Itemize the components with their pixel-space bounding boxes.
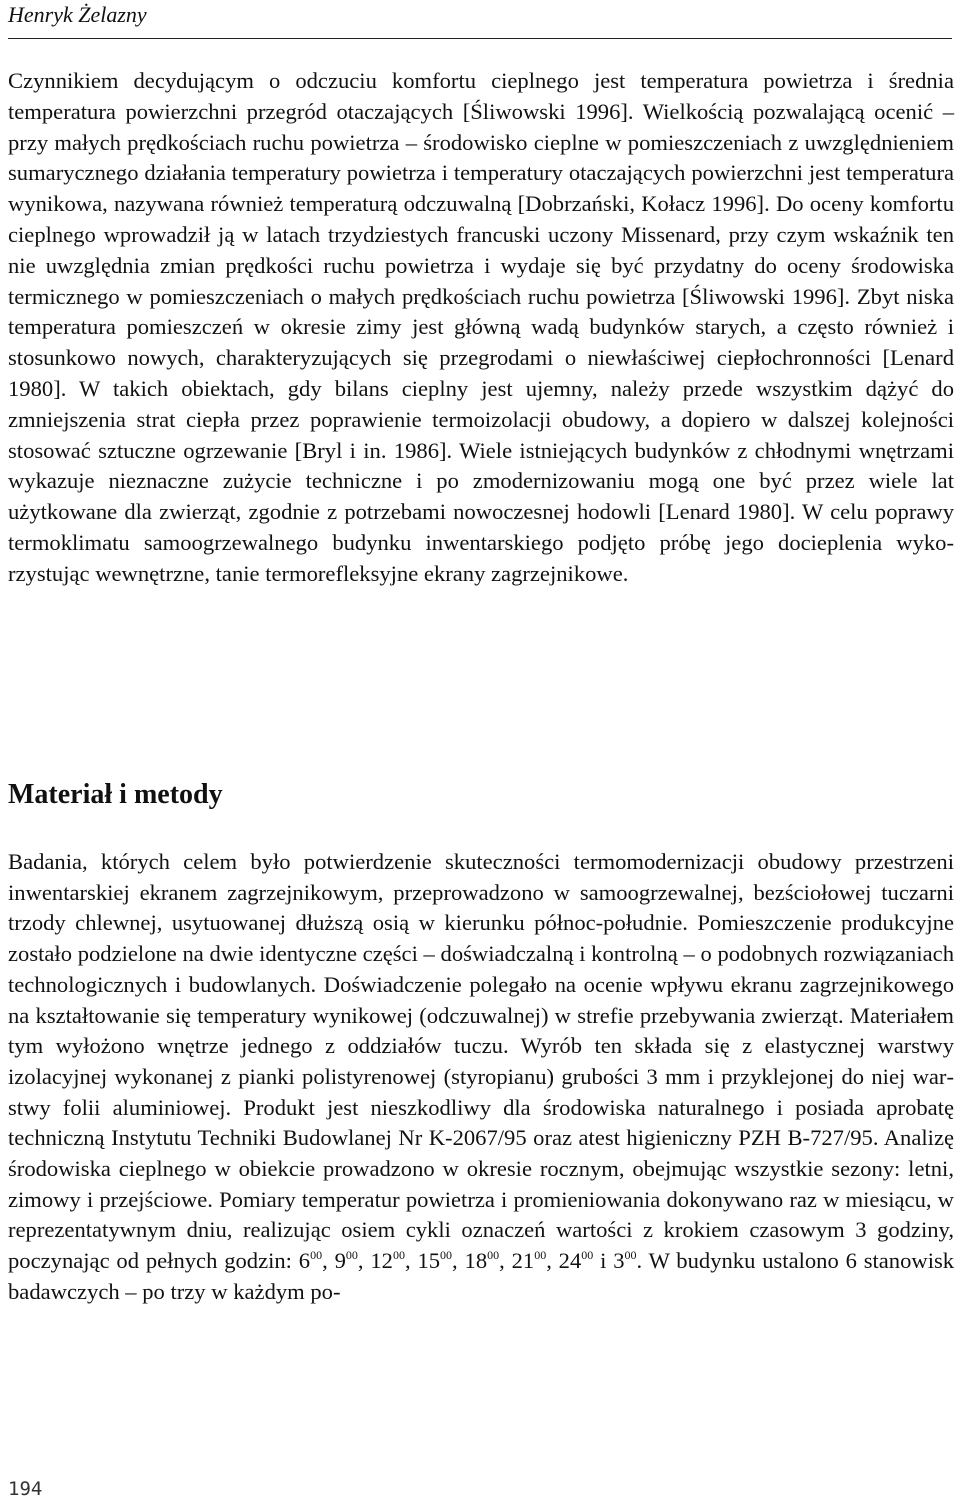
intro-section [8, 66, 954, 590]
hour-1: $9^{00}$, [334, 1248, 371, 1274]
hour-0: $6^{00}$, [298, 1248, 335, 1274]
methods-paragraph-text: Badania, których celem było potwierdzenie skuteczności termomodernizacji obudowy przestrzeni inwentarskiej ekranem zagrzejnikowym, przeprowadzono w samoogrzewalnej, bezściołowej tuczarni trzody chlewnej, usytuowanej dłuższą osią w kierunku północ-południe. Pomieszczenie produkcyjne zostało podzielone na dwie identyczne części – doświadczalną i kontrolną – o podobnych rozwiązaniach technologicznych i budowlanych. Doświadczenie polegało na ocenie wpływu ekranu zagrzejnikowego na kształtowanie się temperatury wynikowej (odczuwalnej) w strefie przebywania zwierząt. Materiałem tym wyłożono wnętrze jednego z oddziałów tuczu. Wyrób ten składa się z elastycznej warstwy izolacyjnej wykonanej z pianki polistyrenowej (styropianu) grubości 3 mm i przyklejonej do niej warstwy folii aluminiowej. Produkt jest nieszkodliwy dla środowiska naturalnego i posiada aprobatę techniczną Instytutu Techniki Budowlanej Nr K-2067/95 oraz atest higieniczny PZH B-727/95. Analizę środowiska cieplnego w obiekcie prowadzono w okresie rocznym, obejmując wszystkie sezony: letni, zimowy i przejściowe. Pomiary temperatur powietrza i promieniowania dokonywano raz w miesiącu, w reprezentatywnym dniu, realizując osiem cykli oznaczeń wartości z krokiem czasowym 3 godziny, poczynając od pełnych godzin: [8, 849, 954, 1274]
hour-5: $21^{00}$, [511, 1248, 559, 1274]
hour-6: $24^{00}$ i [558, 1248, 614, 1274]
section-heading: Materiał i metody [8, 779, 223, 810]
hour-4: $18^{00}$, [464, 1248, 512, 1274]
page-number: 194 [8, 1478, 43, 1500]
methods-paragraph-tail: . W budynku ustalono 6 stanowisk badawczych – po trzy w każdym po- [8, 1248, 955, 1304]
running-header [8, 0, 952, 39]
intro-paragraph: Czynnikiem decydującym o odczuciu komfortu cieplnego jest temperatura powietrza i średnia temperatura powierzchni przegród otaczających [Śliwowski 1996]. Wielkością pozwalającą ocenić – przy małych prędkościach ruchu powietrza – środowisko cieplne w pomieszczeniach z uwzględnieniem sumarycznego działania temperatury powietrza i temperatury otaczających powierzchni jest temperatura wynikowa, nazywana również temperaturą odczuwalną [Dobrzański, Kołacz 1996]. Do oceny komfortu cieplnego wprowadził ją w latach trzydziestych francuski uczony Missenard, przy czym wskaźnik ten nie uwzględnia zmian prędkości ruchu powietrza i wydaje się być przydatny do oceny środowiska termicznego w pomieszczeniach o małych prędkościach ruchu powietrza [Śliwowski 1996]. Zbyt niska temperatura pomieszczeń w okresie zimy jest główną wadą budynków starych, a często również i stosunkowo nowych, charakteryzujących się przegrodami o niewłaściwej ciepłochronności [Lenard 1980]. W takich obiektach, gdy bilans cieplny jest ujemny, należy przede wszystkim dążyć do zmniejszenia strat ciepła przez poprawienie termoizolacji obudowy, a dopiero w dalszej kolejności stosować sztuczne ogrzewanie [Bryl i in. 1986]. Wiele istniejących budynków z chłodnymi wnętrzami wykazuje nieznaczne zużycie techniczne i po zmodernizowaniu mogą one być przez wiele lat użytkowane dla zwierząt, zgodnie z potrzebami nowoczesnej hodowli [Lenard 1980]. W celu poprawy termoklimatu samoogrzewalnego budynku inwentarskiego podjęto próbę jego docieplenia wykorzystując wewnętrzne, tanie termorefleksyjne ekrany zagrzejnikowe. [8, 68, 954, 586]
methods-paragraph [8, 847, 954, 1308]
hour-2: $12^{00}$, [370, 1248, 418, 1274]
hour-7: $3^{00}$ [613, 1248, 637, 1274]
author-name: Henryk Żelazny [8, 2, 147, 27]
hour-3: $15^{00}$, [417, 1248, 465, 1274]
methods-section [8, 847, 954, 1308]
